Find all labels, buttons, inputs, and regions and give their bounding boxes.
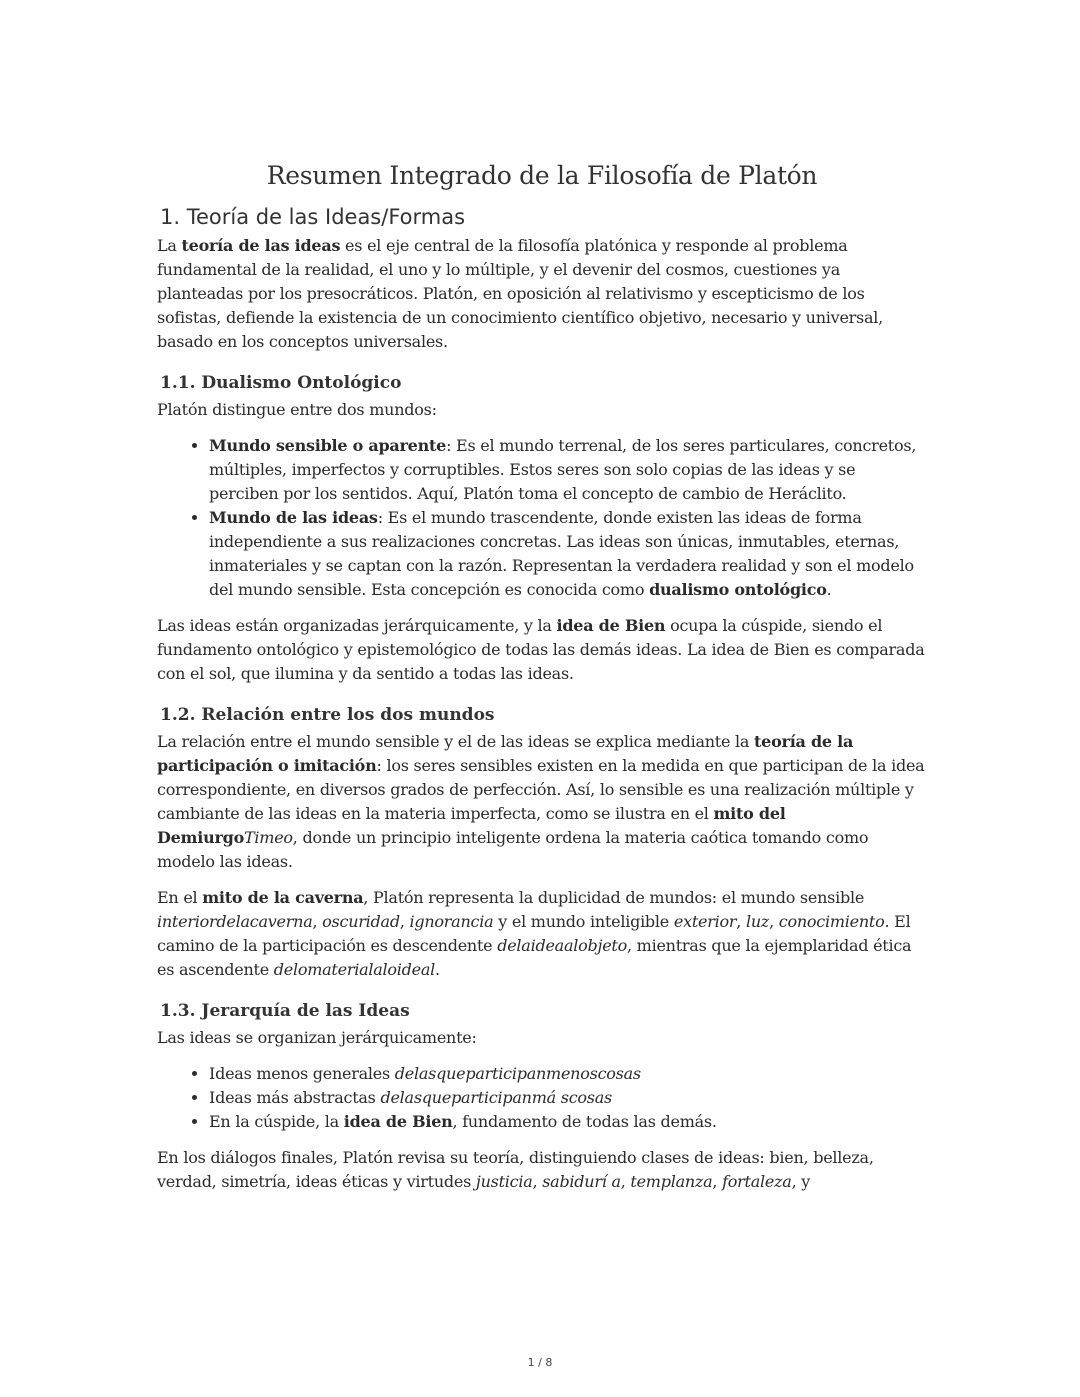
paragraph-dialogos-finales: En los diálogos finales, Platón revisa su teoría, distinguiendo clases de ideas: bien, belleza, verdad, simetría, ideas éticas y virtudes justicia, sabidurí a, templanza, fortaleza, y <box>157 1148 874 1191</box>
list-item-mundo-ideas: • Mundo de las ideas: Es el mundo trascendente, donde existen las ideas de forma independiente a sus realizaciones concretas. Las ideas son únicas, inmutables, eternas, inmateriales y se captan con la razón. Representan la verdadera realidad y son el modelo del mundo sensible. Esta concepción es conocida como dualismo ontológico. <box>209 506 927 602</box>
page-title: Resumen Integrado de la Filosofía de Platón <box>266 161 818 190</box>
paragraph-jerarquia-intro: Las ideas se organizan jerárquicamente: <box>157 1028 477 1047</box>
list-dos-mundos <box>157 434 927 602</box>
subsection-heading-relacion: 1.2. Relación entre los dos mundos <box>160 705 495 725</box>
list-item-menos-generales: • Ideas menos generales delasqueparticipanmenoscosas <box>209 1062 927 1086</box>
paragraph-caverna: En el mito de la caverna, Platón representa la duplicidad de mundos: el mundo sensible interiordelacaverna, oscuridad, ignorancia y el mundo inteligible exterior, luz, conocimiento. El camino de la participación es descendente delaideaalobjeto, mientras que la ejemplaridad ética es ascendente delomaterialaloideal. <box>157 888 912 979</box>
section-heading-teoria-ideas: 1. Teoría de las Ideas/Formas <box>160 205 466 229</box>
document-content <box>157 158 927 1206</box>
paragraph-dualismo-intro: Platón distingue entre dos mundos: <box>157 400 437 419</box>
page-number: 1 / 8 <box>527 1356 553 1369</box>
subsection-heading-jerarquia: 1.3. Jerarquía de las Ideas <box>160 1001 410 1021</box>
list-item-mundo-sensible: • Mundo sensible o aparente: Es el mundo terrenal, de los seres particulares, concretos, múltiples, imperfectos y corruptibles. Estos seres son solo copias de las ideas y se perciben por los sentidos. Aquí, Platón toma el concepto de cambio de Heráclito. <box>209 434 927 506</box>
list-item-cuspide: • En la cúspide, la idea de Bien, fundamento de todas las demás. <box>209 1110 927 1134</box>
list-jerarquia <box>157 1062 927 1134</box>
paragraph-participacion: La relación entre el mundo sensible y el de las ideas se explica mediante la teoría de la participación o imitación: los seres sensibles existen en la medida en que participan de la idea correspondiente, en diversos grados de perfección. Así, lo sensible es una realización múltiple y cambiante de las ideas en la materia imperfecta, como se ilustra en el mito del DemiurgoTimeo, donde un principio inteligente ordena la materia caótica tomando como modelo las ideas. <box>157 732 925 871</box>
paragraph-teoria-intro: La teoría de las ideas es el eje central de la filosofía platónica y responde al problema fundamental de la realidad, el uno y lo múltiple, y el devenir del cosmos, cuestiones ya planteadas por los presocráticos. Platón, en oposición al relativismo y escepticismo de los sofistas, defiende la existencia de un conocimiento científico objetivo, necesario y universal, basado en los conceptos universales. <box>157 236 884 351</box>
paragraph-idea-bien: Las ideas están organizadas jerárquicamente, y la idea de Bien ocupa la cúspide, siendo el fundamento ontológico y epistemológico de todas las demás ideas. La idea de Bien es comparada con el sol, que ilumina y da sentido a todas las ideas. <box>157 616 925 683</box>
list-item-mas-abstractas: • Ideas más abstractas delasqueparticipanmá scosas <box>209 1086 927 1110</box>
subsection-heading-dualismo: 1.1. Dualismo Ontológico <box>160 373 402 393</box>
